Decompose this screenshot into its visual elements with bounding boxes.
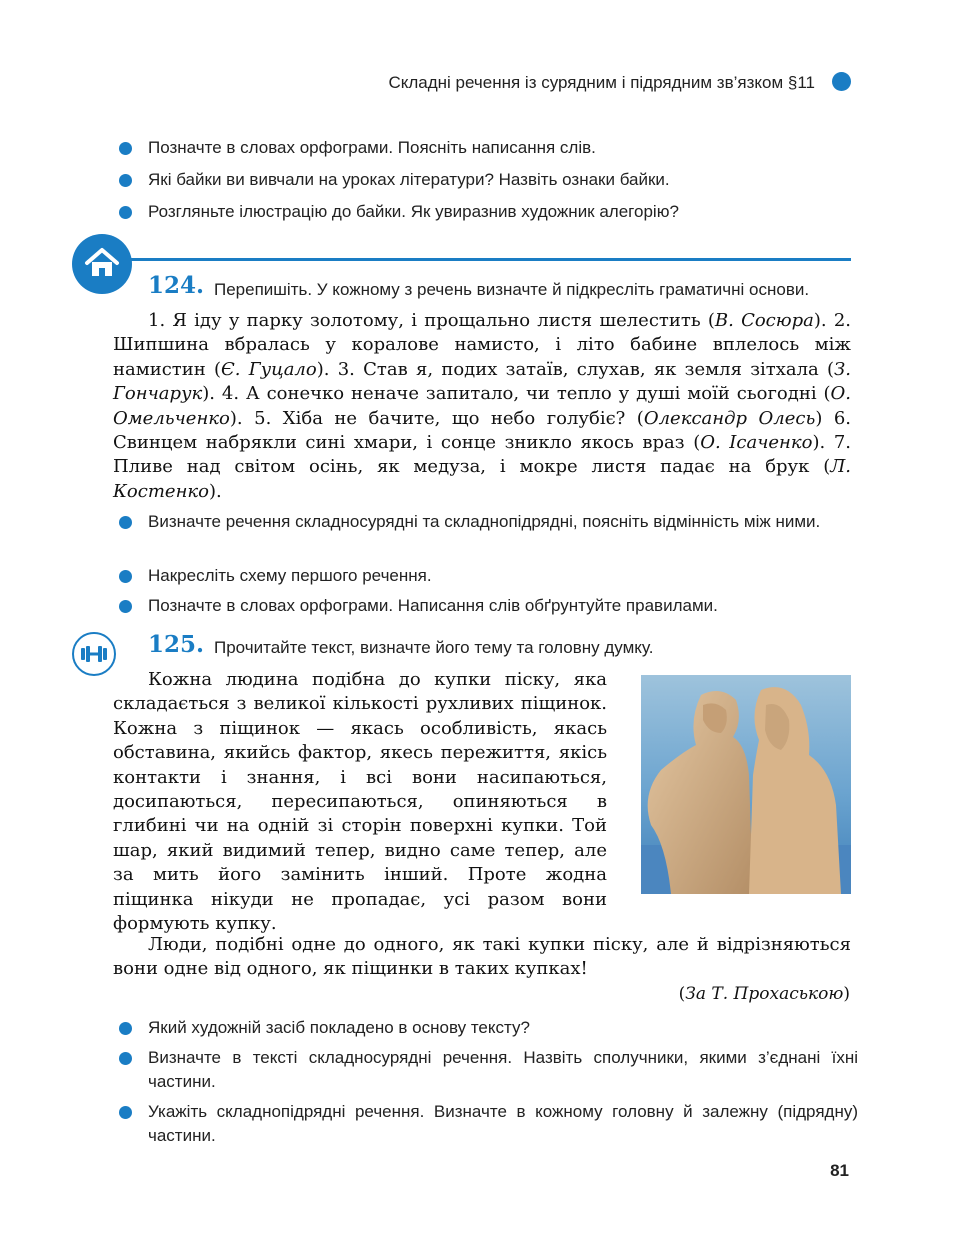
question-item: Укажіть складнопідрядні речення. Визначте в кожному головну й залежну (підрядну) частини. (118, 1100, 858, 1148)
question-item: Визначте речення складносурядні та складнопідрядні, поясніть відмінність між ними. (118, 510, 858, 534)
question-item: Який художній засіб покладено в основу тексту? (118, 1016, 858, 1040)
text-paragraph: Кожна людина подібна до купки піску, яка складається з великої кількості рухливих піщинок. Кожна з піщинок — якась особливість, якась обставина, якийсь фактор, якесь пережиття, якісь контакти і знання, і всі вони насипаються, досипаються, пересипаються, опиняються в глибині чи на одній зі сторін поверхні купки. Той шар, який видимий тепер, видно саме тепер, але за мить його замінить інший. Проте жодна піщинка нікуди не пропадає, усі разом вони формують купку. (113, 669, 607, 935)
question-item: Визначте в тексті складносурядні речення. Назвіть сполучники, якими з’єднані їхні частини. (118, 1046, 858, 1094)
author-name: З. Гончарук (113, 358, 851, 405)
sentence-text: ). 2. Шипшина вбралась у коралове намисто, і літо бабине вплелось між намистин ( (113, 310, 852, 380)
question-item: Позначте в словах орфограми. Написання слів обґрунтуйте правилами. (118, 594, 858, 618)
sentence-text: ). (209, 480, 222, 502)
author-name: Олександр Олесь (643, 407, 816, 429)
text-paragraph: Люди, подібні одне до одного, як такі купки піску, але й відрізняються вони одне від одного, як піщинки в таких купках! (113, 934, 851, 980)
exercise-task: Прочитайте текст, визначте його тему та головну думку. (214, 638, 654, 657)
sentence-text: ). 5. Хіба не бачите, що небо голубіє? ( (229, 407, 644, 429)
author-name: В. Сосюра (714, 310, 814, 331)
question-item: Які байки ви вивчали на уроках літератури? Назвіть ознаки байки. (118, 168, 858, 192)
attribution: (За Т. Прохаською) (678, 984, 850, 1004)
exercise-number: 125. (148, 631, 205, 658)
sentence-text: ) 6. Свинцем набрякли сині хмари, і сонце зникло якось враз ( (113, 407, 851, 454)
question-item: Позначте в словах орфограми. Поясніть написання слів. (118, 136, 858, 160)
section-divider (108, 258, 851, 261)
header-dot-icon (832, 72, 851, 91)
exercise-number: 124. (148, 272, 205, 299)
sand-sculpture-photo (641, 675, 851, 894)
page-number: 81 (830, 1161, 849, 1180)
sentence-text: 1. Я іду у парку золотому, і прощально листя шелестить ( (148, 310, 715, 331)
sentence-text: ). 7. Пливе над світом осінь, як медуза, і мокре листя падає на брук ( (113, 432, 851, 478)
running-header: Складні речення із сурядним і підрядним зв’язком §11 (388, 73, 815, 92)
exercise-text (113, 309, 851, 504)
home-icon (72, 234, 132, 294)
dumbbell-icon (72, 632, 116, 676)
author-name: Є. Гуцало (221, 358, 317, 380)
author-name: О. Омельченко (113, 383, 851, 429)
question-item: Розгляньте ілюстрацію до байки. Як увиразнив художник алегорію? (118, 200, 858, 224)
author-name: О. Ісаченко (700, 432, 813, 454)
question-item: Накресліть схему першого речення. (118, 564, 858, 588)
exercise-task: Перепишіть. У кожному з речень визначте й підкресліть граматичні основи. (214, 280, 810, 299)
author-name: Л. Костенко (113, 456, 851, 502)
attribution-source: За Т. Прохаською (685, 984, 844, 1004)
sentence-text: ). 4. А сонечко неначе запитало, чи тепло у душі моїй сьогодні ( (202, 383, 831, 405)
sentence-text: ). 3. Став я, подих затаїв, слухав, як земля зітхала ( (316, 358, 835, 380)
